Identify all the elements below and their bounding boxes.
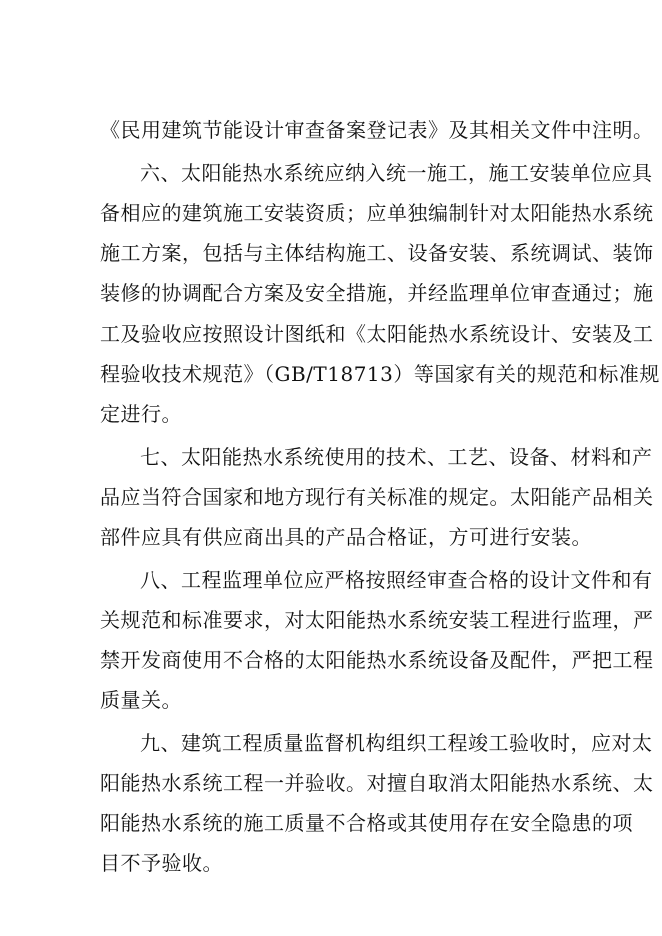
paragraph-item-9-line-2: 阳能热水系统工程一并验收。对擅自取消太阳能热水系统、太 <box>100 771 654 795</box>
paragraph-item-8-line-3: 禁开发商使用不合格的太阳能热水系统设备及配件，严把工程 <box>100 648 654 672</box>
paragraph-item-8-line-4: 质量关。 <box>100 688 182 712</box>
paragraph-item-6-line-4: 装修的协调配合方案及安全措施，并经监理单位审查通过；施 <box>100 281 654 305</box>
paragraph-item-6-line-5: 工及验收应按照设计图纸和《太阳能热水系统设计、安装及工 <box>100 322 654 346</box>
paragraph-item-6-line-2: 备相应的建筑施工安装资质；应单独编制针对太阳能热水系统 <box>100 201 654 225</box>
paragraph-item-8-line-2: 关规范和标准要求，对太阳能热水系统安装工程进行监理，严 <box>100 608 654 632</box>
paragraph-item-6-line-7: 定进行。 <box>100 402 182 426</box>
paragraph-item-7-line-2: 品应当符合国家和地方现行有关标准的规定。太阳能产品相关 <box>100 485 654 509</box>
paragraph-continuation-line-1: 《民用建筑节能设计审查备案登记表》及其相关文件中注明。 <box>100 118 654 142</box>
paragraph-item-6-line-1: 六、太阳能热水系统应纳入统一施工，施工安装单位应具 <box>140 161 653 185</box>
paragraph-item-7-line-3: 部件应具有供应商出具的产品合格证，方可进行安装。 <box>100 525 592 549</box>
paragraph-item-6-line-3: 施工方案，包括与主体结构施工、设备安装、系统调试、装饰 <box>100 241 654 265</box>
paragraph-item-9-line-3: 阳能热水系统的施工质量不合格或其使用存在安全隐患的项 <box>100 811 633 835</box>
paragraph-item-7-line-1: 七、太阳能热水系统使用的技术、工艺、设备、材料和产 <box>140 445 653 469</box>
paragraph-item-6-line-6: 程验收技术规范》（GB/T18713）等国家有关的规范和标准规 <box>100 362 660 386</box>
paragraph-item-9-line-4: 目不予验收。 <box>100 851 223 875</box>
paragraph-item-9-line-1: 九、建筑工程质量监督机构组织工程竣工验收时，应对太 <box>140 731 653 755</box>
paragraph-item-8-line-1: 八、工程监理单位应严格按照经审查合格的设计文件和有 <box>140 568 653 592</box>
